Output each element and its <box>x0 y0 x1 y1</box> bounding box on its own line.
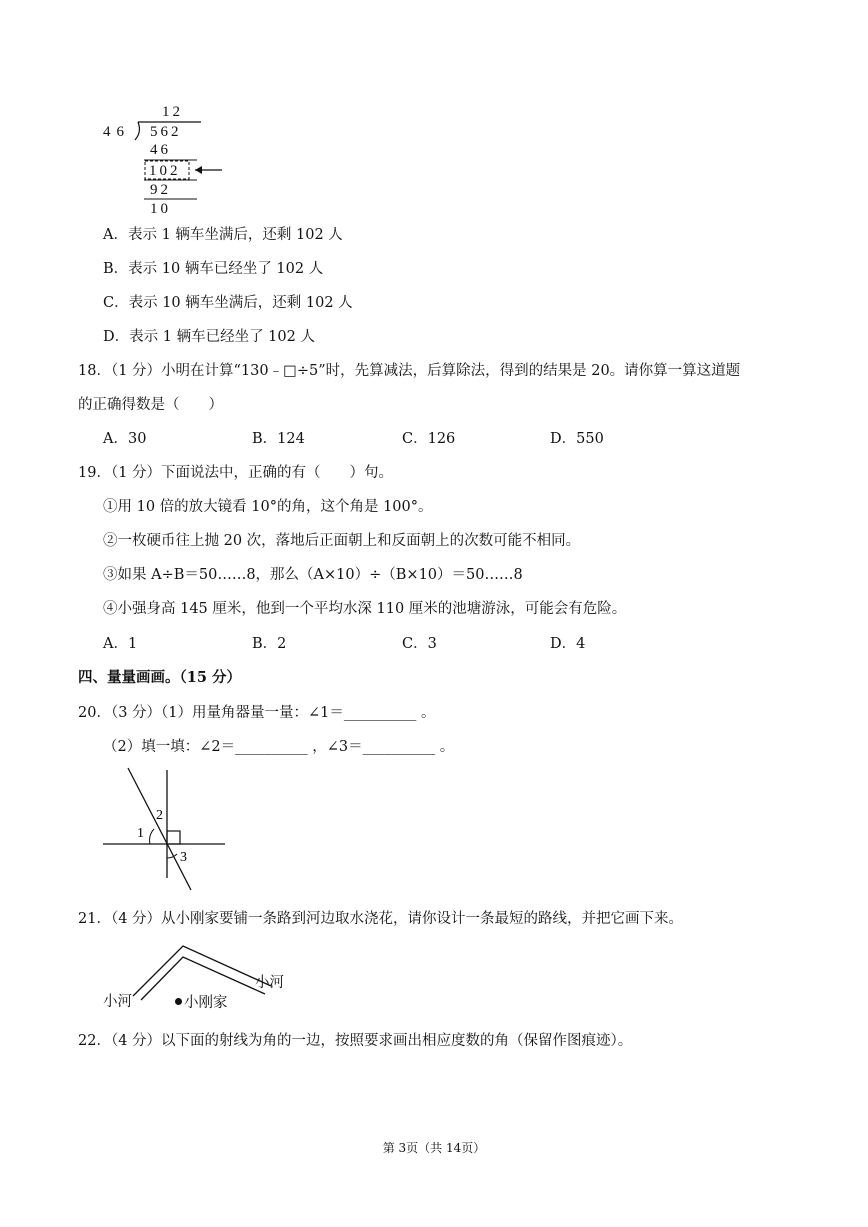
angle-label-2: 2 <box>156 808 163 823</box>
home-label: 小刚家 <box>184 995 228 1011</box>
q19-statement-3: ③如果 A÷B＝50……8，那么（A×10）÷（B×10）＝50……8 <box>103 567 523 583</box>
q18-option-a: A．30 <box>103 431 147 447</box>
q19-option-c: C．3 <box>402 636 437 652</box>
dashed-highlight-box <box>145 161 189 179</box>
division-dividend: 562 <box>150 124 182 140</box>
division-remainder-step: 102 <box>149 163 181 179</box>
division-divisor: 46 <box>103 124 130 140</box>
division-step2: 92 <box>150 182 171 198</box>
page-footer: 第 3页（共 14页） <box>382 1141 486 1155</box>
angle-label-3: 3 <box>180 850 187 865</box>
division-lines <box>0 0 868 240</box>
division-final-remainder: 10 <box>150 201 171 217</box>
q17-option-b: B．表示 10 辆车已经坐了 102 人 <box>103 261 324 277</box>
section-title: 四、量量画画。（15 分） <box>78 669 241 686</box>
q17-option-c: C．表示 10 辆车坐满后，还剩 102 人 <box>103 295 353 311</box>
q21-stem: 21．（4 分）从小刚家要铺一条路到河边取水浇花，请你设计一条最短的路线，并把它画下来。 <box>78 911 684 927</box>
q20-line2: （2）填一填：∠2＝__________ ，∠3＝__________ 。 <box>103 739 455 755</box>
q17-option-d: D．表示 1 辆车已经坐了 102 人 <box>103 329 315 345</box>
q18-option-b: B．124 <box>252 431 305 447</box>
q19-statement-4: ④小强身高 145 厘米，他到一个平均水深 110 厘米的池塘游泳，可能会有危险。 <box>103 601 627 617</box>
q17-option-a: A．表示 1 辆车坐满后，还剩 102 人 <box>103 227 343 243</box>
division-quotient: 12 <box>162 104 183 120</box>
q20-line1: 20．（3 分）（1）用量角器量一量：∠1＝__________ 。 <box>78 705 436 721</box>
q18-option-d: D．550 <box>550 431 604 447</box>
river-label-right: 小河 <box>255 975 284 991</box>
q19-option-a: A．1 <box>103 636 138 652</box>
division-step1: 46 <box>150 142 171 158</box>
q19-option-d: D．4 <box>550 636 586 652</box>
q19-stem: 19．（1 分）下面说法中，正确的有（ ）句。 <box>78 465 394 481</box>
angle-figure <box>95 762 325 912</box>
river-figure <box>125 940 345 1030</box>
q19-statement-2: ②一枚硬币往上抛 20 次，落地后正面朝上和反面朝上的次数可能不相同。 <box>103 533 581 549</box>
q22-stem: 22．（4 分）以下面的射线为角的一边，按照要求画出相应度数的角（保留作图痕迹）。 <box>78 1033 633 1049</box>
q18-stem-line1: 18．（1 分）小明在计算“130﹣□÷5”时，先算减法，后算除法，得到的结果是 20。请你算一算这道题 <box>78 363 741 379</box>
q19-statement-1: ①用 10 倍的放大镜看 10°的角，这个角是 100°。 <box>103 499 433 515</box>
angle-label-1: 1 <box>137 826 144 841</box>
q18-stem-line2: 的正确得数是（ ） <box>78 397 223 413</box>
river-label-left: 小河 <box>103 994 132 1010</box>
home-dot-icon <box>175 998 182 1005</box>
q19-option-b: B．2 <box>252 636 287 652</box>
q18-option-c: C．126 <box>402 431 456 447</box>
